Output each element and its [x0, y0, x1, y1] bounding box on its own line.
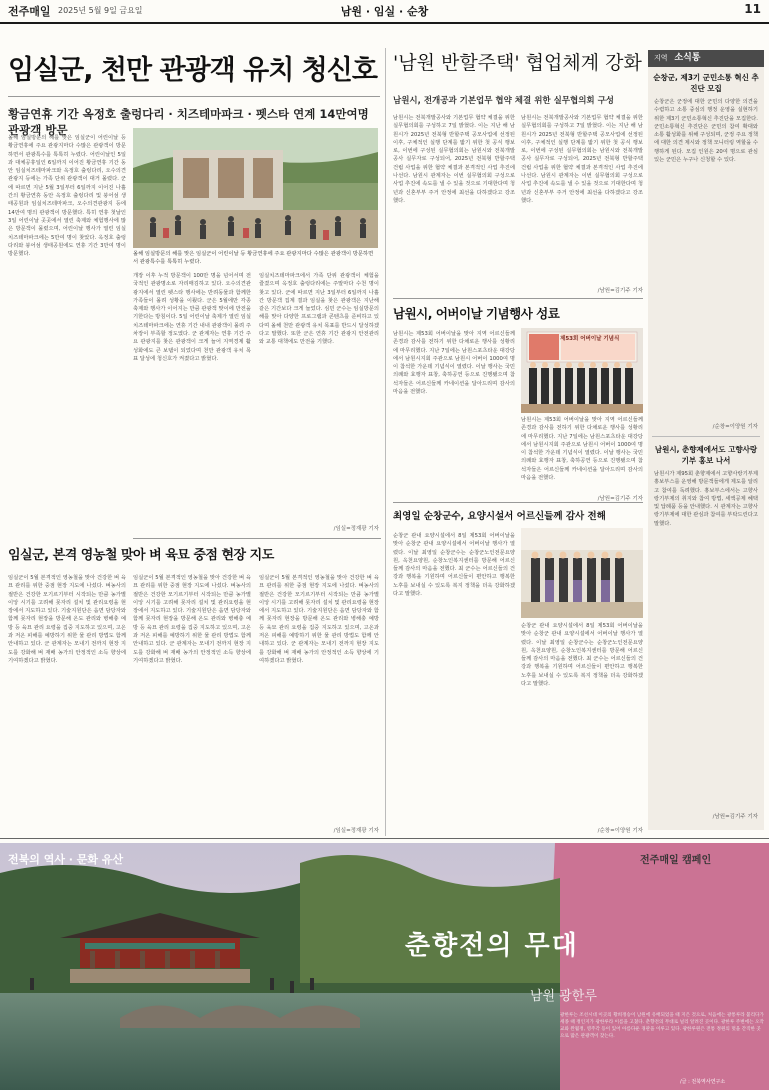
- farming-headline: 임실군, 본격 영농철 맞아 벼 육묘 중점 현장 지도: [8, 548, 274, 563]
- campaign-text: 광한루는 조선시대 이곳의 황희정승이 남원에 유배되었을 때 지은 것으로, 처음에는 광통루라 불리다가 세종 때 정인지가 광한루라 이름을 고쳤다. 춘향전의 무대로 널리 알려진 곳이다. 광한루 주변에는 오작교와 완월정, 영주각 등이 있어 아름다운 경관을 이루고 있다. 광한루원은 전통 정원의 멋을 간직한 곳으로 많은 관광객이 찾는다.: [560, 1013, 764, 1039]
- campaign-place: 남원 광한루: [530, 989, 597, 1004]
- collab-headline: '남원 반할주택' 협업체계 강화: [393, 52, 642, 74]
- column-rule: [385, 48, 386, 836]
- issue-date: 2025년 5월 9일 금요일: [58, 6, 143, 15]
- farming-column-3: 임실군이 5월 본격적인 영농철을 맞아 건강한 벼 육묘 관리를 위한 중점 현장 지도에 나섰다. 벼농사의 절반은 건강한 모기르기부터 시작되는 만큼 농가별 이앙 시기를 고려해 못자리 설치 및 관리요령을 현장에서 지도하고 있다. 기술지원단은 읍면 담당자와 함께 못자리 현장을 방문해 온도 관리와 병해충 예방 등 육묘 관리 요령을 집중 지도하고 있으며, 고온과 저온 피해를 예방하기 위한 물 관리 방법도 함께 안내하고 있다. 군 관계자는 모내기 전까지 현장 지도를 강화해 벼 재배 농가의 안정적인 소득 향상에 기여하겠다고 밝혔다.: [259, 575, 379, 664]
- parents-day-column-1: 남원시는 제53회 어버이날을 맞아 지역 어르신들께 존경과 감사를 전하기 위한 다채로운 행사를 성황리에 마무리했다. 지난 7일에는 남원스포츠타운 대강당에서 남원시지회 주관으로 남원시 어버이 1000여 명이 참석한 가운데 기념식이 열렸다. 이날 행사는 국민의례와 효행자 표창, 축하공연 등으로 진행됐으며 참석자들은 어르신들께 카네이션을 달아드리며 감사의 마음을 전했다.: [393, 331, 515, 396]
- sidebar-item2-byline: /남원=김기주 기자: [712, 814, 758, 820]
- collab-column-1: 남원시는 전북개발공사와 기본업무 협약 체결을 위한 실무협의회를 구성하고 7일 밝혔다. 이는 지난 해 남원시가 2025년 전북형 반할주택 공모사업에 선정된 이후, 구체적인 실행 단계를 밟기 위한 첫 공식 행보로, 이번에 구성된 실무협의회는 남원시와 전북개발공사 실무자로 구성되어, 2025년 전북형 반할주택 건립 사업을 위한 협약 체결과 본격적인 사업 추진에 나선다. 남원시 관계자는 이번 실무협의회 구성으로 사업 추진에 속도를 낼 수 있을 것으로 기대한다며 청년과 신혼부부 주거 안정에 최선을 다하겠다고 강조했다.: [393, 115, 515, 204]
- lead-column-1: 올해 임실방문의 해를 맞은 임실군이 어린이날 등 황금연휴에 주요 관광지마다 수많은 관광객이 방문하면서 관광특수를 톡톡히 누렸다. 어린이날인 5일과 대체공휴일인 6일까지 이어진 황금연휴 기간 동안 임실치즈테마파크와 옥정호 출렁다리, 오수의견관광지 등에는 가족 단위 관광객이 대거 몰렸다. 군에 따르면 지난 5월 3일부터 6일까지 이어진 나흘간의 황금연휴 동안 옥정호 출렁다리 및 붕어섬 생태공원과 임실치즈테마파크, 오수의견관광지 등에 14만여 명의 관광객이 방문했다. 특히 연휴 첫날인 3일 어린이날 곳곳에서 열린 축제와 체험행사에 많은 방문객이 몰렸으며, 어린이날 행사가 열린 임실치즈테마파크에는 5만여 명이 찾았다. 옥정호 출렁다리와 붕어섬 생태공원에도 연휴 기간 3만여 명이 방문했다.: [8, 135, 126, 258]
- parents-day-column-2: 남원시는 제53회 어버이날을 맞아 지역 어르신들께 존경과 감사를 전하기 위한 다채로운 행사를 성황리에 마무리했다. 지난 7일에는 남원스포츠타운 대강당에서 남원시지회 주관으로 남원시 어버이 1000여 명이 참석한 가운데 기념식이 열렸다. 이날 행사는 국민의례와 효행자 표창, 축하공연 등으로 진행됐으며 참석자들은 어르신들께 카네이션을 달아드리며 감사의 마음을 전했다.: [521, 417, 643, 482]
- sidebar-tag-prefix: 지역: [654, 54, 668, 62]
- tourist-crowd-photo: [133, 128, 378, 248]
- divider: [393, 298, 643, 299]
- parents-day-headline: 남원시, 어버이날 기념행사 성료: [393, 306, 560, 321]
- divider: [652, 436, 760, 437]
- collab-byline: /남원=김기주 기자: [597, 288, 643, 294]
- parents-day-byline: /남원=김기주 기자: [597, 496, 643, 502]
- lead-headline: 임실군, 천만 관광객 유치 청신호: [8, 55, 377, 86]
- campaign-credit: /글 : 전북역사연구소: [680, 1079, 726, 1085]
- sunchang-column-2: 순창군 관내 요양시설에서 8일 제53회 어버이날을 맞아 순창군 관내 요양시설에서 어버이날 행사가 열렸다. 이날 최영일 순창군수는 순창군노인전문요양원, 옥천요양원, 순창노인복지센터를 방문해 어르신들께 감사의 마음을 전했다. 최 군수는 어르신들의 건강과 행복을 기원하며 어르신들이 편안하고 행복한 노후를 보내실 수 있도록 복지 정책을 더욱 강화하겠다고 말했다.: [521, 623, 643, 688]
- divider: [393, 502, 643, 503]
- sidebar-item1-byline: /순창=이양원 기자: [712, 424, 758, 430]
- page-number: 11: [744, 2, 761, 16]
- lead-photo: [133, 128, 378, 248]
- sidebar-tag: [648, 50, 764, 67]
- farming-byline: /임실=정재광 기자: [333, 828, 379, 834]
- sidebar-item1-title: 순창군, 제3기 군민소통 혁신 추진단 모집: [653, 73, 759, 93]
- elder-visit-photo: [521, 528, 643, 618]
- lead-byline: /임실=정재광 기자: [333, 526, 379, 532]
- ad-divider: [0, 838, 769, 839]
- collab-subhead: 남원시, 전개공과 기본업무 협약 체결 위한 실무협의회 구성: [393, 96, 615, 106]
- sunchang-headline: 최영일 순창군수, 요양시설서 어르신들께 감사 전해: [393, 511, 606, 522]
- collab-column-2: 남원시는 전북개발공사와 기본업무 협약 체결을 위한 실무협의회를 구성하고 7일 밝혔다. 이는 지난 해 남원시가 2025년 전북형 반할주택 공모사업에 선정된 이후, 구체적인 실행 단계를 밟기 위한 첫 공식 행보로, 이번에 구성된 실무협의회는 남원시와 전북개발공사 실무자로 구성되어, 2025년 전북형 반할주택 건립 사업을 위한 협약 체결과 본격적인 사업 추진에 나선다. 남원시 관계자는 이번 실무협의회 구성으로 사업 추진에 속도를 낼 수 있을 것으로 기대한다며 청년과 신혼부부 주거 안정에 최선을 다하겠다고 강조했다.: [521, 115, 643, 204]
- ceremony-banner-text: 제53회 어버이날 기념식: [560, 336, 620, 342]
- campaign-label: 전주매일 캠페인: [640, 855, 712, 866]
- lead-column-2: 개장 이후 누적 방문객이 100만 명을 넘어서며 전국적인 관광명소로 자리매김하고 있다. 오수의견관광지에서 열린 펫스타 행사에는 반려동물과 함께한 가족들이 몰려 성황을 이뤘다. 군은 5월에만 각종 축제와 행사가 이어지는 만큼 관광객 맞이에 만전을 기한다는 방침이다. 5일 어린이날 축제가 열린 임실치즈테마파크에는 연휴 기간 내내 관광객이 몰려 주차장이 부족할 정도였다. 군 관계자는 연휴 기간 주요 관광지를 찾은 관광객이 크게 늘어 지역경제 활성화에도 큰 보탬이 되었다며 천만 관광객 유치 목표 달성에 청신호가 켜졌다고 밝혔다.: [133, 273, 251, 362]
- newspaper-name: 전주매일: [8, 5, 51, 18]
- sidebar-tag-label: 소식통: [674, 53, 701, 63]
- campaign-title: 춘향전의 무대: [405, 931, 579, 961]
- sidebar-item1-text: 순창군은 군정에 대한 군민의 다양한 의견을 수렴하고 소통 중심의 행정 운영을 실현하기 위한 제3기 군민소통혁신 추진단을 모집한다. 군민소통혁신 추진단은 군민의 참여 확대와 소통 활성화를 위해 구성되며, 군정 주요 정책에 대한 의견 제시와 정책 모니터링 역할을 수행하게 된다. 모집 인원은 20여 명으로 관심 있는 군민은 누구나 신청할 수 있다.: [654, 99, 758, 164]
- sidebar-item2-text: 남원시가 제95회 춘향제에서 고향사랑기부제 홍보부스를 운영해 방문객들에게 제도를 알리고 참여를 독려했다. 홍보부스에서는 고향사랑기부제의 취지와 참여 방법, 세액공제 혜택 및 답례품 등을 안내했다. 시 관계자는 고향사랑기부제에 대한 관심과 참여를 부탁드린다고 말했다.: [654, 471, 758, 527]
- lead-photo-caption: 올해 임실방문의 해를 맞은 임실군이 어린이날 등 황금연휴에 주요 관광지마다 수많은 관광객이 방문하면서 관광특수를 톡톡히 누렸다.: [133, 251, 374, 265]
- sunchang-column-1: 순창군 관내 요양시설에서 8일 제53회 어버이날을 맞아 순창군 관내 요양시설에서 어버이날 행사가 열렸다. 이날 최영일 순창군수는 순창군노인전문요양원, 옥천요양원, 순창노인복지센터를 방문해 어르신들께 감사의 마음을 전했다. 최 군수는 어르신들의 건강과 행복을 기원하며 어르신들이 편안하고 행복한 노후를 보내실 수 있도록 복지 정책을 더욱 강화하겠다고 말했다.: [393, 533, 515, 598]
- sunchang-byline: /순창=이양원 기자: [597, 828, 643, 834]
- farming-column-2: 임실군이 5월 본격적인 영농철을 맞아 건강한 벼 육묘 관리를 위한 중점 현장 지도에 나섰다. 벼농사의 절반은 건강한 모기르기부터 시작되는 만큼 농가별 이앙 시기를 고려해 못자리 설치 및 관리요령을 현장에서 지도하고 있다. 기술지원단은 읍면 담당자와 함께 못자리 현장을 방문해 온도 관리와 병해충 예방 등 육묘 관리 요령을 집중 지도하고 있으며, 고온과 저온 피해를 예방하기 위한 물 관리 방법도 함께 안내하고 있다. 군 관계자는 모내기 전까지 현장 지도를 강화해 벼 재배 농가의 안정적인 소득 향상에 기여하겠다고 밝혔다.: [133, 575, 251, 664]
- campaign-subtitle: 전북의 역사 · 문화 유산: [8, 853, 124, 866]
- farming-column-1: 임실군이 5월 본격적인 영농철을 맞아 건강한 벼 육묘 관리를 위한 중점 현장 지도에 나섰다. 벼농사의 절반은 건강한 모기르기부터 시작되는 만큼 농가별 이앙 시기를 고려해 못자리 설치 및 관리요령을 현장에서 지도하고 있다. 기술지원단은 읍면 담당자와 함께 못자리 현장을 방문해 온도 관리와 병해충 예방 등 육묘 관리 요령을 집중 지도하고 있으며, 고온과 저온 피해를 예방하기 위한 물 관리 방법도 함께 안내하고 있다. 군 관계자는 모내기 전까지 현장 지도를 강화해 벼 재배 농가의 안정적인 소득 향상에 기여하겠다고 밝혔다.: [8, 575, 126, 664]
- sidebar-item2-title: 남원시, 춘향제에서도 고향사랑기부 홍보 나서: [654, 445, 758, 465]
- divider: [8, 96, 380, 97]
- divider: [133, 538, 381, 539]
- lead-column-3: 임실치즈테마파크에서 가족 단위 관광객이 체험을 즐겼으며 옥정호 출렁다리에는 주말마다 수천 명이 찾고 있다. 군에 따르면 지난 3일부터 6일까지 나흘간 방문객 집계 결과 임실을 찾은 관광객은 지난해 같은 기간보다 크게 늘었다. 심민 군수는 임실방문의 해를 맞아 다양한 프로그램과 콘텐츠를 준비하고 있다며 올해 천만 관광객 유치 목표를 반드시 달성하겠다고 말했다. 또한 군은 연휴 기간 관광지 안전관리와 교통 대책에도 만전을 기했다.: [259, 273, 379, 346]
- section-title: 남원 · 임실 · 순창: [340, 5, 429, 18]
- lead-subhead: 황금연휴 기간 옥정호 출렁다리 · 치즈테마파크 · 펫스타 연계 14만여명 관광객 방문: [8, 107, 369, 137]
- sunchang-photo: [521, 528, 643, 618]
